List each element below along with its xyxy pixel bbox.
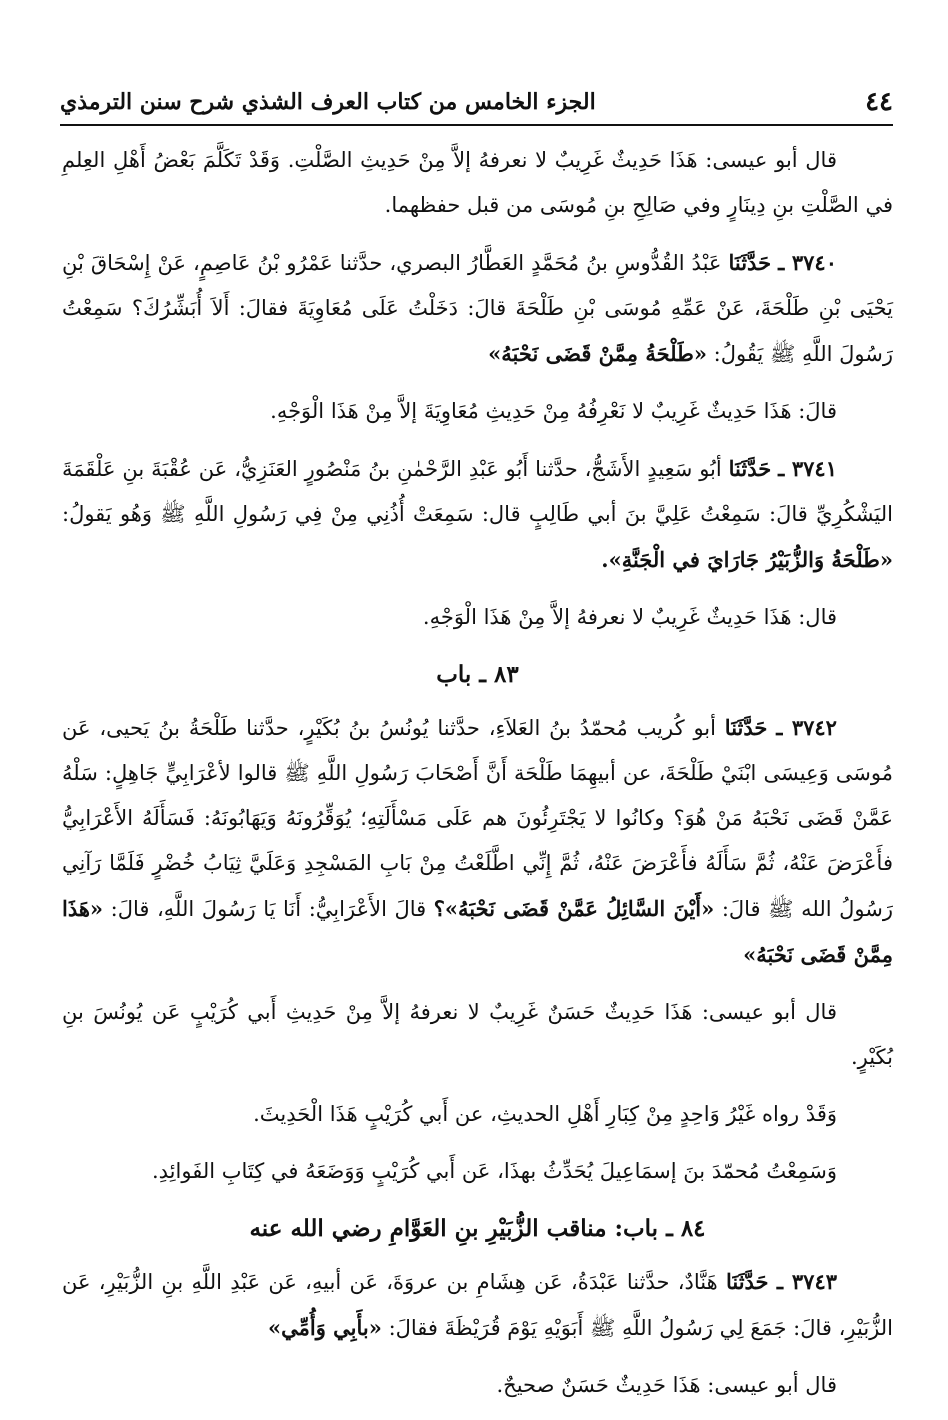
paragraph-commentary: وَقَدْ رواه غَيْرُ وَاحِدٍ مِنْ كِبَارِ أَهْلِ الحديثِ، عن أَبي كُرَيْبٍ هَذَا الْحَدِيثَ. <box>253 1102 837 1126</box>
paragraph-commentary: قال أبو عيسى: هَذَا حَدِيثٌ غَرِيبٌ لا نعرفهُ إلاَّ مِنْ حَدِيثِ الصَّلْتِ. وَقَدْ تَكَلَّمَ بَعْضُ أَهْلِ العِلمِ في الصَّلْتِ بنِ دِينَارٍ وفي صَالِحِ بنِ مُوسَى من قبل حفظهما. <box>62 148 893 217</box>
page-number: ٤٤ <box>865 87 893 117</box>
haddathana-word: حَدَّثَنَا <box>728 456 772 481</box>
running-header <box>60 80 893 126</box>
hadith-number: ٣٧٤١ ـ <box>778 456 837 481</box>
hadith-text: قالَ الأَعْرَابِيُّ: أَنَا يَا رَسُولَ اللَّهِ، قالَ: <box>110 897 427 921</box>
header-title: الجزء الخامس من كتاب العرف الشذي شرح سنن الترمذي <box>60 89 596 115</box>
hadith-3742 <box>62 705 893 978</box>
hadith-text: أبُو سَعِيدٍ الأَشَجُّ، حدَّثنا أَبُو عَبْدِ الرَّحْمٰنِ بنُ مَنْصُورٍ العَنَزِيُّ، عَن عُقْبَةَ بنِ عَلْقَمَةَ اليَشْكُرِيِّ قالَ: سَمِعْتُ عَلِيَّ بنَ أبي طَالِبٍ قال: سَمِعَتْ أُذُنِي مِنْ فِي رَسُولِ اللَّهِ ﷺ وَهُو يَقولُ: <box>62 457 893 526</box>
paragraph-commentary: وَسَمِعْتُ مُحمّدَ بنَ إسمَاعِيلَ يُحَدِّثُ بهذَا، عَن أَبي كُرَيْبٍ وَوَضَعَهُ في كِتَابِ الفَوائِدِ. <box>151 1159 837 1183</box>
hadith-number: ٣٧٤٠ ـ <box>778 250 837 275</box>
paragraph-commentary: قال أبو عيسى: هَذَا حَدِيثٌ حَسَنٌ صحيحٌ. <box>496 1373 837 1397</box>
prophetic-quote: «هَذَا مِمَّنْ قَضَى نَحْبَهُ» <box>62 896 893 967</box>
prophetic-quote: «طَلْحَةُ مِمَّنْ قَضَى نَحْبَهُ» <box>488 341 707 366</box>
haddathana-word: حَدَّثَنَا <box>724 715 768 740</box>
hadith-3740 <box>62 240 893 377</box>
page-body <box>62 138 893 1420</box>
hadith-number: ٣٧٤٢ ـ <box>776 715 837 740</box>
hadith-text: هَنَّادٌ، حدَّثنا عَبْدَةُ، عَن هِشَامِ بن عروَةَ، عَن أبيهِ، عَن عَبْدِ اللَّهِ بنِ الزُّبَيْرِ، عَن الزُّبَيْرِ، قالَ: جَمَعَ لِي رَسُولُ اللَّهِ ﷺ أَبَوَيْهِ يَوْمَ قُرَيْظَةَ فقالَ: <box>62 1270 893 1340</box>
hadith-3741 <box>62 446 893 583</box>
prophetic-quote: «أَيْنَ السَّائِلُ عَمَّنْ قَضَى نَحْبَهُ»؟ <box>433 896 715 921</box>
chapter-heading-83: ٨٣ ـ باب <box>436 661 519 688</box>
prophetic-quote: «بأَبِي وَأُمِّي» <box>268 1315 382 1340</box>
haddathana-word: حَدَّثَنَا <box>728 250 772 275</box>
paragraph-commentary: قال أبو عيسى: هَذَا حَدِيثٌ حَسَنٌ غَرِيبٌ لا نعرفهُ إلاَّ مِنْ حَدِيثِ أَبي كُرَيْبٍ عَن يُونُسَ بنِ بُكَيْرٍ. <box>62 1000 893 1069</box>
chapter-heading-84: ٨٤ ـ باب: مناقب الزُّبَيْرِ بنِ العَوَّامِ رضي الله عنه <box>249 1215 706 1242</box>
paragraph-commentary: قالَ: هَذَا حَدِيثٌ غَرِيبٌ لا نَعْرِفُهُ مِنْ حَدِيثِ مُعَاوِيَةَ إلاَّ مِنْ هَذَا الْوَجْهِ. <box>270 399 837 423</box>
haddathana-word: حَدَّثَنَا <box>725 1269 769 1294</box>
hadith-number: ٣٧٤٣ ـ <box>776 1269 838 1294</box>
prophetic-quote: «طَلْحَةُ وَالزُّبَيْرُ جَارَايَ في الْجَنَّةِ». <box>601 547 893 572</box>
hadith-3743 <box>62 1259 893 1351</box>
hadith-text: أبو كُريب مُحمّدُ بنُ العَلاَءِ، حدَّثنا يُونُسُ بنُ بُكَيْرٍ، حدَّثنا طَلْحَةُ بنُ يَحيى، عَن مُوسَى وَعِيسَى ابْنَيْ طَلْحَةَ، عن أبيهِمَا طَلْحَة أَنَّ أَصْحَابَ رَسُولِ اللَّهِ ﷺ قالوا لأعْرَابِيٍّ جَاهِلٍ: سَلْهُ عَمَّنْ قَضَى نَحْبَهُ مَنْ هُوَ؟ وكانُوا لا يَجْتَرِئُونَ هم عَلَى مَسْأَلَتِهِ؛ يُوَقِّرُونَهُ وَيَهَابُونَهُ: فَسَأَلَهُ الأَعْرَابِيُّ فأَعْرَضَ عَنْهُ، ثُمَّ سَأَلَهُ فأَعْرَضَ عَنْهُ، ثُمَّ إِنِّي اطَّلَعْتُ مِنْ بَابِ المَسْجِدِ وَعَلَيَّ ثِيَابُ خُضْرٍ فَلَمَّا رَآنِي رَسُولُ الله ﷺ قالَ: <box>62 716 893 921</box>
paragraph-commentary: قال: هَذَا حَدِيثٌ غَرِيبٌ لا نعرفهُ إلاَّ مِنْ هَذَا الْوَجْهِ. <box>422 605 837 629</box>
hadith-text: عَبْدُ القُدُّوسِ بنُ مُحَمَّدٍ العَطَّارُ البصري، حدَّثنا عَمْرُو بْنُ عَاصِمٍ، عَنْ إِسْحَاقَ بْنِ يَحْيَى بْنِ طَلْحَةَ، عَنْ عَمِّهِ مُوسَى بْنِ طَلْحَةَ قالَ: دَخَلْتُ عَلَى مُعَاوِيَةَ فقالَ: أَلاَ أُبَشِّرُكَ؟ سَمِعْتُ رَسُولَ اللَّهِ ﷺ يَقُولُ: <box>62 251 893 366</box>
